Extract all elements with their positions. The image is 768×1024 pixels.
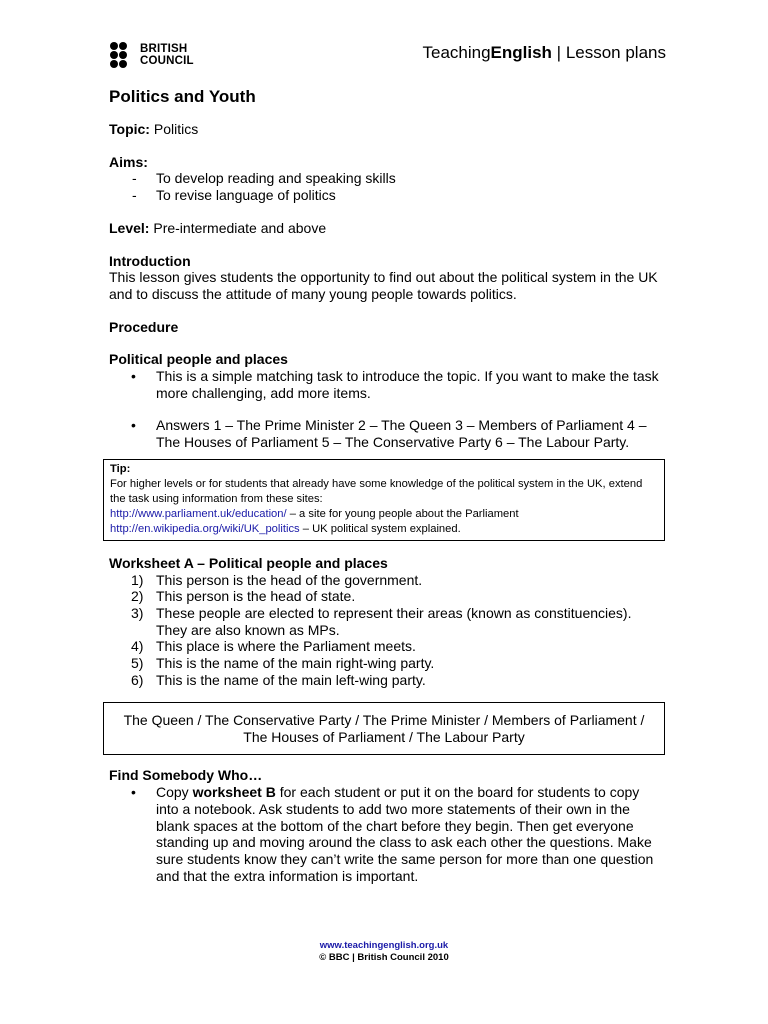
parliament-link-desc: – a site for young people about the Parliament <box>286 507 519 520</box>
list-item: • This is a simple matching task to introduce the topic. If you want to make the task more challenging, add more items. <box>109 368 665 401</box>
introduction-text: This lesson gives students the opportunity to find out about the political system in the UK and to discuss the attitude of many young people towards politics. <box>109 269 658 302</box>
logo-line-1: BRITISH <box>140 43 188 55</box>
teachingenglish-brand <box>422 43 666 63</box>
tip-box <box>103 459 665 541</box>
footer-copyright: © BBC | British Council 2010 <box>319 952 449 963</box>
parliament-link[interactable]: http://www.parliament.uk/education/ <box>110 507 287 520</box>
worksheet-a-heading: Worksheet A – Political people and places <box>109 554 388 571</box>
tip-text: For higher levels or for students that already have some knowledge of the political system in the UK, extend the task using information from these sites: <box>110 477 643 505</box>
topic-line <box>109 121 665 138</box>
list-item: • Copy worksheet B for each student or put it on the board for students to copy into a notebook. Ask students to add two more statements of their own in the blank spaces at the bottom of the chart before they begin. Then get everyone standing up and moving around the class to ask each other the questions. Make sure students know they can’t write the same person for more than one question and that the extra information is important. <box>109 784 665 884</box>
british-council-dots-icon <box>110 42 136 68</box>
logo-line-2: COUNCIL <box>140 55 194 67</box>
brand-prefix: Teaching <box>422 43 491 62</box>
british-council-logo <box>110 42 194 68</box>
procedure-heading: Procedure <box>109 318 179 335</box>
worksheet-a-list <box>109 572 665 689</box>
introduction-heading: Introduction <box>109 252 191 269</box>
level-value: Pre-intermediate and above <box>149 219 327 236</box>
tip-label: Tip: <box>110 462 131 475</box>
brand-suffix: | Lesson plans <box>551 43 666 62</box>
political-people-list <box>109 368 665 451</box>
lesson-content <box>109 87 665 884</box>
level-line <box>109 220 665 237</box>
list-item: 6) This is the name of the main left-wing party. <box>131 671 426 688</box>
aims-list <box>109 170 665 203</box>
topic-value: Politics <box>149 121 199 137</box>
level-label: Level: <box>109 219 150 236</box>
worksheet-b-bold: worksheet B <box>192 784 276 801</box>
wikipedia-link[interactable]: http://en.wikipedia.org/wiki/UK_politics <box>110 522 300 535</box>
list-item: 4) This place is where the Parliament meets. <box>131 638 416 655</box>
answer-options-box <box>103 702 665 755</box>
aims-label: Aims: <box>109 153 148 170</box>
aim-item: - To develop reading and speaking skills <box>109 170 665 187</box>
aim-item: - To revise language of politics <box>109 187 665 204</box>
tip-link-row-1 <box>110 507 658 522</box>
find-somebody-heading: Find Somebody Who… <box>109 767 263 784</box>
footer <box>0 940 768 964</box>
list-item: 3) These people are elected to represent their areas (known as constituencies). They are also known as MPs. <box>131 604 632 638</box>
topic-label: Topic: <box>109 121 150 137</box>
page-title: Politics and Youth <box>109 87 256 106</box>
political-people-heading: Political people and places <box>109 351 288 368</box>
wikipedia-link-desc: – UK political system explained. <box>299 522 461 535</box>
answer-options-text: The Queen / The Conservative Party / The Prime Minister / Members of Parliament / The Houses of Parliament / The Labour Party <box>123 711 645 745</box>
list-item: 1) This person is the head of the government. <box>131 571 423 588</box>
list-item: 5) This is the name of the main right-wing party. <box>131 655 435 672</box>
tip-link-row-2 <box>110 522 658 537</box>
list-item: • Answers 1 – The Prime Minister 2 – The Queen 3 – Members of Parliament 4 – The Houses of Parliament 5 – The Conservative Party 6 – The Labour Party. <box>109 417 665 450</box>
list-item: 2) This person is the head of state. <box>131 588 356 605</box>
brand-bold: English <box>490 43 552 62</box>
find-somebody-list <box>109 784 665 884</box>
footer-url-link[interactable]: www.teachingenglish.org.uk <box>319 940 449 951</box>
